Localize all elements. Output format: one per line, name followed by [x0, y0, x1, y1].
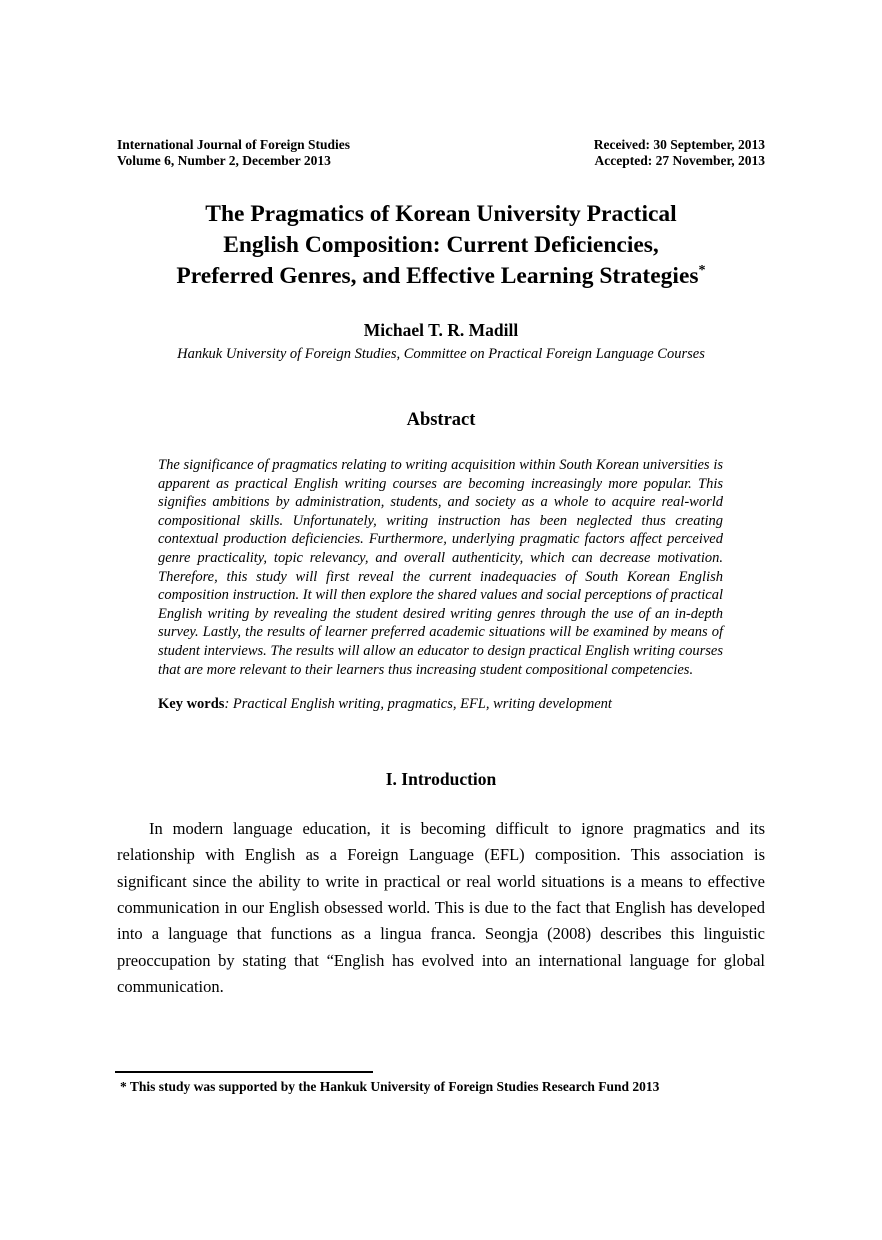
journal-issue: Volume 6, Number 2, December 2013: [117, 152, 331, 168]
title-footnote-marker: *: [698, 262, 706, 279]
received-date: Received: 30 September, 2013: [593, 137, 765, 152]
journal-name: International Journal of Foreign Studies: [117, 137, 351, 152]
footnote-marker: *: [120, 1079, 127, 1094]
title-line-2: English Composition: Current Deficiencies,: [223, 232, 659, 258]
abstract-heading: Abstract: [406, 410, 476, 430]
title-line-3-text: Preferred Genres, and Effective Learning Strategies: [176, 263, 699, 289]
abstract-body: The significance of pragmatics relating to writing acquisition within South Korean universities is apparent as practical English writing courses are becoming increasingly more popular. This signifies ambitions by administration, students, and society as a whole to acquire real-world compositional skills. Unfortunately, writing instruction has been neglected thus creating contextual production deficiencies. Furthermore, underlying pragmatic factors affect perceived genre practicality, topic relevancy, and overall authenticity, which can decrease motivation. Therefore, this study will first reveal the current inadequacies of South Korean English composition instruction. It will then explore the shared values and social perceptions of practical English writing by revealing the student desired writing genres through the use of an in-depth survey. Lastly, the results of learner preferred academic situations will be examined by means of student interviews. The results will allow an educator to design practical English writing courses that are more relevant to their learners thus increasing student compositional competencies.: [158, 457, 723, 678]
title-line-3: [117, 261, 765, 292]
footnote-text: [115, 1079, 763, 1095]
introduction-paragraph: In modern language education, it is becoming difficult to ignore pragmatics and its relationship with English as a Foreign Language (EFL) composition. This association is significant since the ability to write in practical or real world situations is a means to effective communication in our English obsessed world. This is due to the fact that English has developed into a language that functions as a lingua franca. Seongja (2008) describes this linguistic preoccupation by stating that “English has evolved into an international language for global communication.: [117, 819, 765, 996]
paper-title: [117, 199, 765, 292]
section-heading-introduction: I. Introduction: [385, 769, 497, 790]
journal-info: [117, 137, 350, 168]
keywords-line: [158, 695, 723, 714]
author-affiliation: Hankuk University of Foreign Studies, Committee on Practical Foreign Language Courses: [177, 346, 705, 362]
keywords-text: : Practical English writing, pragmatics, EFL, writing development: [224, 696, 612, 713]
title-line-1: The Pragmatics of Korean University Practical: [205, 201, 677, 227]
footnote-rule: [115, 1071, 373, 1073]
author-name: Michael T. R. Madill: [363, 320, 519, 340]
journal-header: [117, 137, 765, 168]
accepted-date: Accepted: 27 November, 2013: [594, 152, 765, 168]
footnote: [115, 1071, 763, 1095]
footnote-body: This study was supported by the Hankuk University of Foreign Studies Research Fund 2013: [129, 1079, 660, 1094]
keywords-label: Key words: [158, 696, 225, 713]
submission-dates: [594, 137, 765, 168]
